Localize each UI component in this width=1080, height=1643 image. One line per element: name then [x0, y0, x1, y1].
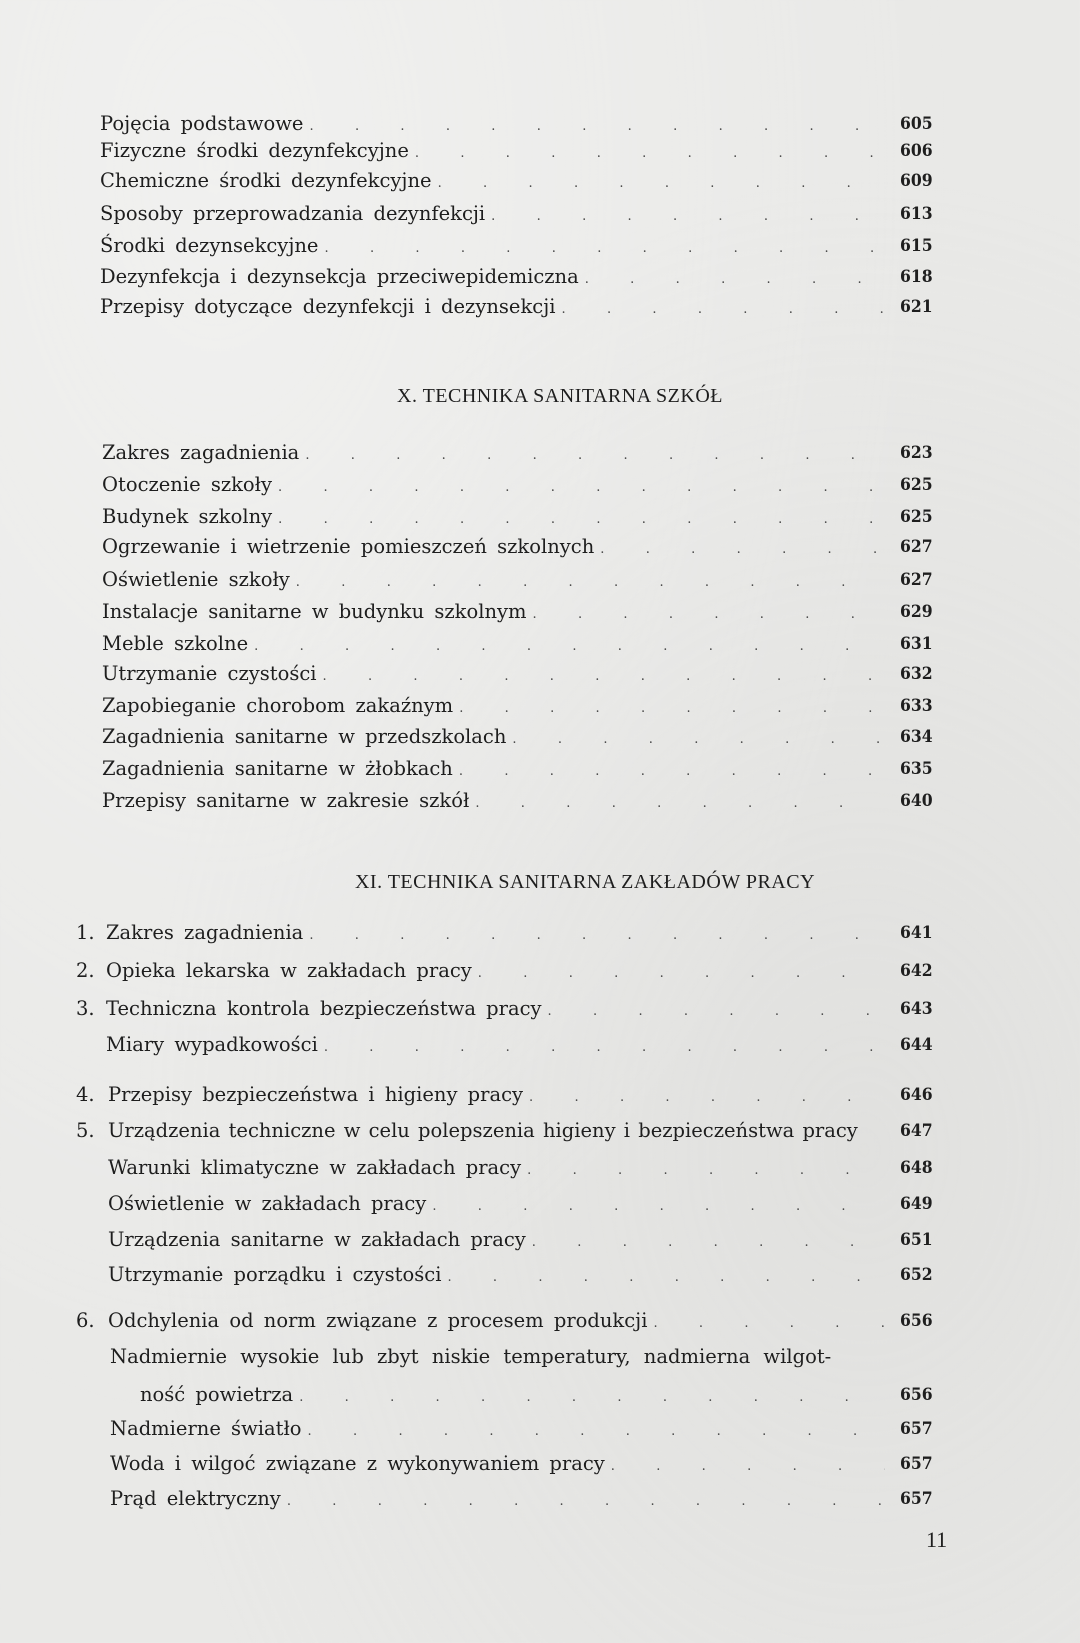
leader-dots: [529, 1080, 885, 1113]
entry-page: 621: [900, 297, 933, 317]
leader-dots: [415, 136, 885, 169]
entry-number: 1.: [76, 921, 95, 944]
leader-dots: [309, 918, 885, 951]
entry-page: 657: [900, 1489, 933, 1509]
entry-page: 615: [900, 236, 933, 256]
entry-title: Środki dezynsekcyjne: [100, 234, 319, 257]
leader-dots: [447, 1260, 885, 1293]
entry-title: Zagadnienia sanitarne w żłobkach: [102, 757, 453, 780]
toc-entry: [0, 502, 1080, 532]
toc-entry: [0, 629, 1080, 659]
entry-title: Techniczna kontrola bezpieczeństwa pracy: [106, 997, 542, 1020]
leader-dots: [254, 629, 885, 662]
entry-title: Zakres zagadnienia: [106, 921, 304, 944]
entry-title: Instalacje sanitarne w budynku szkolnym: [102, 600, 527, 623]
entry-title: Warunki klimatyczne w zakładach pracy: [108, 1156, 522, 1179]
entry-page: 657: [900, 1419, 933, 1439]
toc-entry: [0, 1342, 1080, 1372]
toc-entry: [0, 1153, 1080, 1183]
entry-title: Zapobieganie chorobom zakaźnym: [102, 694, 454, 717]
entry-page: 627: [900, 570, 933, 590]
toc-entry: [0, 1116, 1080, 1146]
entry-page: 633: [900, 696, 933, 716]
entry-page: 625: [900, 507, 933, 527]
toc-entry: [0, 1449, 1080, 1479]
entry-page: 623: [900, 443, 933, 463]
entry-title: Chemiczne środki dezynfekcyjne: [100, 169, 432, 192]
toc-entry: [0, 199, 1080, 229]
toc-entry: [0, 754, 1080, 784]
toc-entry: [0, 262, 1080, 292]
entry-number: 5.: [76, 1119, 95, 1142]
leader-dots: [600, 532, 885, 565]
leader-dots: [278, 502, 885, 535]
toc-entry: [0, 438, 1080, 468]
toc-entry: [0, 231, 1080, 261]
entry-title: Prąd elektryczny: [110, 1487, 281, 1510]
entry-page: 632: [900, 664, 933, 684]
toc-entry: [0, 1484, 1080, 1514]
entry-title: Zakres zagadnienia: [102, 441, 300, 464]
entry-page: 648: [900, 1158, 933, 1178]
entry-page: 635: [900, 759, 933, 779]
leader-dots: [459, 754, 885, 787]
leader-dots: [475, 786, 885, 819]
toc-entry: [0, 166, 1080, 196]
entry-number: 3.: [76, 997, 95, 1020]
entry-page: 627: [900, 537, 933, 557]
entry-page: 656: [900, 1311, 933, 1331]
leader-dots: [323, 659, 886, 692]
entry-page: 646: [900, 1085, 933, 1105]
leader-dots: [611, 1449, 885, 1482]
toc-entry: [0, 1030, 1080, 1060]
leader-dots: [308, 1414, 885, 1447]
entry-title: Nadmierne światło: [110, 1417, 302, 1440]
entry-title: Przepisy bezpieczeństwa i higieny pracy: [108, 1083, 524, 1106]
entry-page: 657: [900, 1454, 933, 1474]
page-number: 11: [926, 1527, 948, 1552]
entry-title: Otoczenie szkoły: [102, 473, 273, 496]
leader-dots: [432, 1189, 885, 1222]
leader-dots: [278, 470, 885, 503]
toc-entry: [0, 292, 1080, 322]
entry-title: Pojęcia podstawowe: [100, 112, 304, 135]
leader-dots: [287, 1484, 885, 1517]
entry-title: Nadmiernie wysokie lub zbyt niskie temperatury, nadmierna wilgot-: [110, 1345, 832, 1368]
toc-entry: [0, 136, 1080, 166]
entry-title: Miary wypadkowości: [106, 1033, 318, 1056]
entry-title: Utrzymanie czystości: [102, 662, 317, 685]
entry-page: 613: [900, 204, 933, 224]
toc-entry: [0, 956, 1080, 986]
entry-page: 652: [900, 1265, 933, 1285]
entry-page: 606: [900, 141, 933, 161]
toc-entry: [0, 565, 1080, 595]
entry-title: Budynek szkolny: [102, 505, 273, 528]
entry-page: 629: [900, 602, 933, 622]
toc-entry: [0, 532, 1080, 562]
toc-entry: [0, 470, 1080, 500]
entry-title: Meble szkolne: [102, 632, 249, 655]
leader-dots: [305, 438, 885, 471]
entry-number: 2.: [76, 959, 95, 982]
entry-page: 643: [900, 999, 933, 1019]
entry-title: Sposoby przeprowadzania dezynfekcji: [100, 202, 486, 225]
entry-title: Fizyczne środki dezynfekcyjne: [100, 139, 409, 162]
leader-dots: [491, 199, 885, 232]
leader-dots: [532, 1225, 885, 1258]
leader-dots: [299, 1380, 885, 1413]
entry-page: 651: [900, 1230, 933, 1250]
entry-page: 649: [900, 1194, 933, 1214]
toc-entry: [0, 1225, 1080, 1255]
entry-page: 618: [900, 267, 933, 287]
toc-entry: [0, 1306, 1080, 1336]
entry-title: Przepisy dotyczące dezynfekcji i dezynsekcji: [100, 295, 556, 318]
entry-page: 647: [900, 1121, 933, 1141]
toc-entry: [0, 1380, 1080, 1410]
entry-title: Opieka lekarska w zakładach pracy: [106, 959, 472, 982]
entry-title: Ogrzewanie i wietrzenie pomieszczeń szkolnych: [102, 535, 595, 558]
toc-entry: [0, 109, 1080, 139]
leader-dots: [478, 956, 885, 989]
leader-dots: [296, 565, 885, 598]
toc-entry: [0, 1414, 1080, 1444]
section-heading: X. TECHNIKA SANITARNA SZKÓŁ: [397, 385, 723, 407]
toc-entry: [0, 722, 1080, 752]
entry-title: Oświetlenie w zakładach pracy: [108, 1192, 427, 1215]
entry-title: ność powietrza: [140, 1383, 294, 1406]
toc-entry: [0, 597, 1080, 627]
leader-dots: [324, 231, 885, 264]
toc-entry: [0, 918, 1080, 948]
entry-title: Zagadnienia sanitarne w przedszkolach: [102, 725, 507, 748]
leader-dots: [512, 722, 885, 755]
entry-page: 656: [900, 1385, 933, 1405]
leader-dots: [533, 597, 885, 630]
toc-entry: [0, 659, 1080, 689]
leader-dots: [548, 994, 885, 1027]
entry-page: 641: [900, 923, 933, 943]
entry-title: Odchylenia od norm związane z procesem produkcji: [108, 1309, 648, 1332]
entry-title: Przepisy sanitarne w zakresie szkół: [102, 789, 470, 812]
toc-entry: [0, 994, 1080, 1024]
toc-entry: [0, 1189, 1080, 1219]
entry-title: Oświetlenie szkoły: [102, 568, 290, 591]
leader-dots: [653, 1306, 885, 1339]
entry-page: 644: [900, 1035, 933, 1055]
entry-page: 605: [900, 114, 933, 134]
entry-page: 642: [900, 961, 933, 981]
toc-entry: [0, 1080, 1080, 1110]
entry-page: 634: [900, 727, 933, 747]
entry-page: 640: [900, 791, 933, 811]
toc-entry: [0, 786, 1080, 816]
entry-title: Dezynfekcja i dezynsekcja przeciwepidemiczna: [100, 265, 579, 288]
section-heading: XI. TECHNIKA SANITARNA ZAKŁADÓW PRACY: [354, 871, 816, 893]
entry-page: 631: [900, 634, 933, 654]
entry-title: Utrzymanie porządku i czystości: [108, 1263, 442, 1286]
toc-entry: [0, 1260, 1080, 1290]
entry-title: Urządzenia techniczne w celu polepszenia higieny i bezpieczeństwa pracy: [108, 1119, 858, 1142]
leader-dots: [438, 166, 885, 199]
leader-dots: [585, 262, 885, 295]
entry-number: 4.: [76, 1083, 95, 1106]
entry-title: Woda i wilgoć związane z wykonywaniem pracy: [110, 1452, 605, 1475]
entry-page: 625: [900, 475, 933, 495]
leader-dots: [324, 1030, 885, 1063]
entry-title: Urządzenia sanitarne w zakładach pracy: [108, 1228, 526, 1251]
entry-page: 609: [900, 171, 933, 191]
entry-number: 6.: [76, 1309, 95, 1332]
leader-dots: [527, 1153, 885, 1186]
leader-dots: [561, 292, 885, 325]
leader-dots: [459, 691, 885, 724]
toc-entry: [0, 691, 1080, 721]
